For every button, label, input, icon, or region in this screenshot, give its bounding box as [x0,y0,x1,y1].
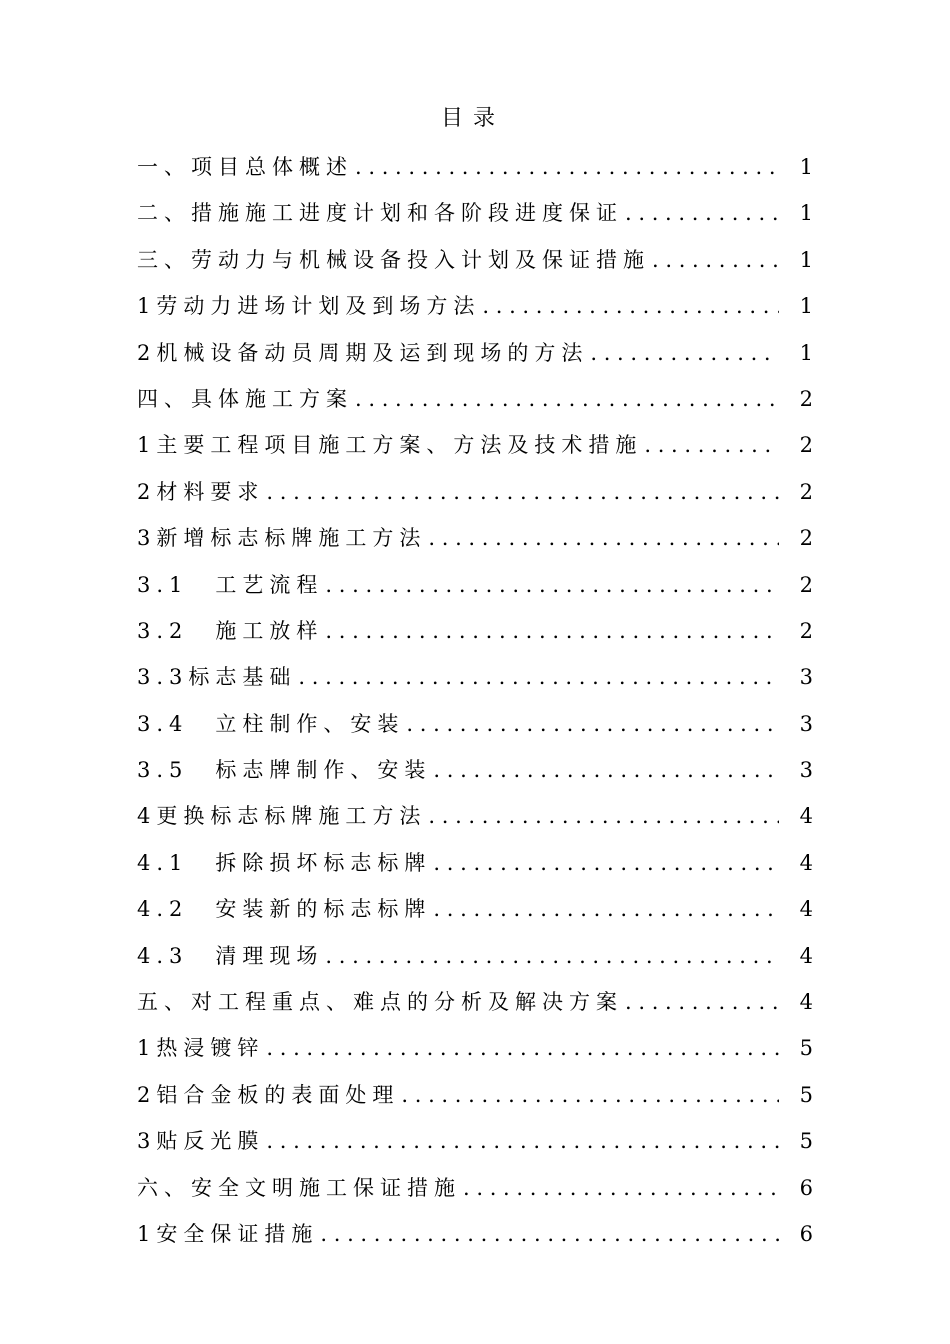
toc-entry-page-number: 4 [799,943,813,968]
toc-entry-page-number: 6 [799,1221,813,1246]
toc-entry[interactable] [137,1072,813,1118]
toc-dot-leader [320,1211,779,1257]
toc-dot-leader [355,376,779,422]
toc-entry-label: 3.1 工艺流程 [137,572,324,597]
toc-entry-label: 六、安全文明施工保证措施 [137,1175,461,1200]
toc-entry[interactable] [137,840,813,886]
toc-entry-label: 1主要工程项目施工方案、方法及技术措施 [137,433,643,458]
toc-entry-page-number: 1 [799,201,813,226]
toc-dot-leader [625,190,779,236]
toc-entry[interactable] [137,376,813,422]
toc-entry-label: 五、对工程重点、难点的分析及解决方案 [137,990,623,1015]
toc-dot-leader [325,608,779,654]
toc-entry-page-number: 2 [799,618,813,643]
toc-entry-label: 1安全保证措施 [137,1221,319,1246]
toc-entry-page-number: 1 [799,294,813,319]
toc-dot-leader [652,237,779,283]
toc-dot-leader [325,933,779,979]
toc-entry-page-number: 2 [799,433,813,458]
toc-entry[interactable] [137,654,813,700]
toc-dot-leader [266,1118,779,1164]
toc-entry-page-number: 5 [799,1036,813,1061]
toc-entry[interactable] [137,979,813,1025]
toc-dot-leader [433,886,779,932]
toc-entry-label: 4.3 清理现场 [137,943,324,968]
toc-entry[interactable] [137,1025,813,1071]
toc-entry-page-number: 4 [799,990,813,1015]
table-of-contents [137,144,813,1257]
toc-entry-label: 二、措施施工进度计划和各阶段进度保证 [137,201,623,226]
toc-entry[interactable] [137,886,813,932]
toc-entry-label: 4.1 拆除损坏标志标牌 [137,850,432,875]
toc-dot-leader [644,422,779,468]
toc-entry[interactable] [137,515,813,561]
toc-entry-page-number: 1 [799,155,813,179]
toc-entry[interactable] [137,237,813,283]
toc-entry-label: 2铝合金板的表面处理 [137,1082,400,1107]
toc-dot-leader [406,701,779,747]
toc-dot-leader [266,469,779,515]
toc-entry[interactable] [137,701,813,747]
toc-entry-label: 4更换标志标牌施工方法 [137,804,427,829]
toc-entry-label: 3.4 立柱制作、安装 [137,711,405,736]
toc-entry[interactable] [137,747,813,793]
toc-dot-leader [298,654,779,700]
toc-entry-label: 三、劳动力与机械设备投入计划及保证措施 [137,247,650,272]
toc-dot-leader [428,515,779,561]
toc-dot-leader [428,793,779,839]
toc-entry[interactable] [137,933,813,979]
toc-entry[interactable] [137,1118,813,1164]
toc-entry-label: 3贴反光膜 [137,1129,265,1154]
toc-entry[interactable] [137,562,813,608]
toc-entry-page-number: 1 [799,340,813,365]
toc-title: 目录 [440,106,505,131]
toc-entry-page-number: 2 [799,526,813,551]
toc-entry-label: 3.3标志基础 [137,665,297,690]
toc-entry-label: 4.2 安装新的标志标牌 [137,897,432,922]
toc-dot-leader [482,283,779,329]
toc-entry-label: 3.5 标志牌制作、安装 [137,758,432,783]
toc-entry-label: 3新增标志标牌施工方法 [137,526,427,551]
toc-entry[interactable] [137,1165,813,1211]
toc-entry-page-number: 4 [799,850,813,875]
toc-entry[interactable] [137,608,813,654]
toc-dot-leader [325,562,779,608]
toc-dot-leader [433,840,779,886]
toc-dot-leader [355,144,779,190]
toc-entry-page-number: 4 [799,897,813,922]
toc-entry-page-number: 6 [799,1175,813,1200]
toc-entry-label: 1劳动力进场计划及到场方法 [137,294,481,319]
toc-entry-label: 一、项目总体概述 [137,155,353,179]
toc-entry[interactable] [137,1211,813,1257]
toc-dot-leader [625,979,779,1025]
toc-entry-page-number: 5 [799,1129,813,1154]
toc-entry-label: 1热浸镀锌 [137,1036,265,1061]
toc-entry-page-number: 2 [799,572,813,597]
toc-entry-page-number: 5 [799,1082,813,1107]
toc-dot-leader [433,747,779,793]
toc-entry-page-number: 4 [799,804,813,829]
toc-entry[interactable] [137,144,813,190]
toc-entry[interactable] [137,190,813,236]
toc-entry[interactable] [137,469,813,515]
toc-entry-page-number: 2 [799,479,813,504]
toc-entry-page-number: 1 [799,247,813,272]
toc-dot-leader [266,1025,779,1071]
toc-dot-leader [590,330,779,376]
toc-entry-label: 3.2 施工放样 [137,618,324,643]
toc-entry-page-number: 3 [799,665,813,690]
toc-entry-page-number: 3 [799,711,813,736]
toc-entry-label: 2材料要求 [137,479,265,504]
toc-entry[interactable] [137,283,813,329]
toc-entry-label: 四、具体施工方案 [137,386,353,411]
toc-entry-page-number: 3 [799,758,813,783]
toc-entry-label: 2机械设备动员周期及运到现场的方法 [137,340,589,365]
toc-dot-leader [463,1165,779,1211]
toc-entry[interactable] [137,330,813,376]
toc-entry-page-number: 2 [799,386,813,411]
toc-entry[interactable] [137,793,813,839]
toc-dot-leader [401,1072,779,1118]
toc-entry[interactable] [137,422,813,468]
